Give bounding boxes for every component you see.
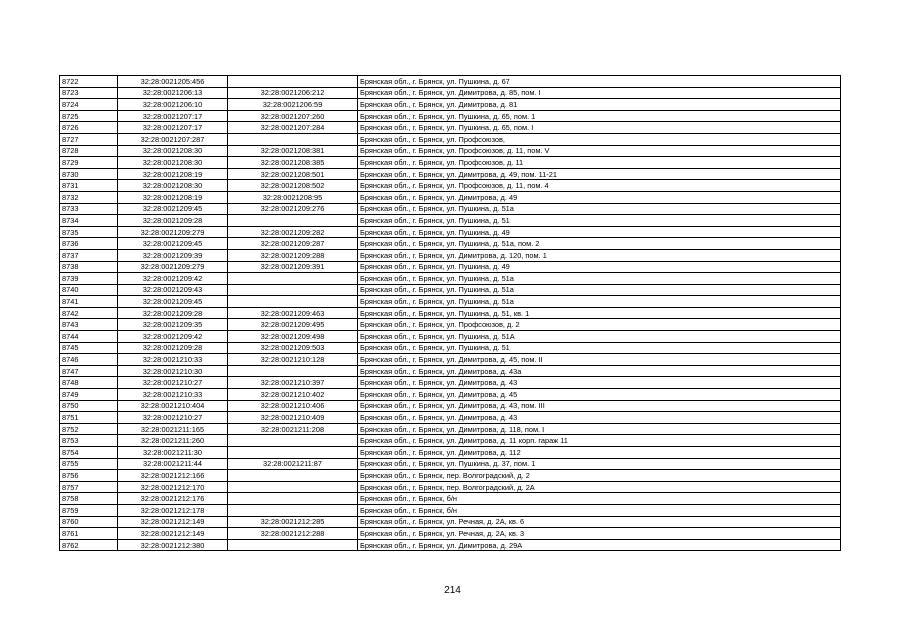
- page-number: 214: [444, 585, 461, 596]
- table-row: [60, 389, 841, 401]
- table-row: [60, 226, 841, 238]
- address-cell: Брянская обл., г. Брянск, ул. Речная, д. 2А, кв. 6: [358, 516, 841, 528]
- object-number-cell: 32:28:0021208:381: [228, 145, 358, 157]
- cadastral-number-cell: 32:28:0021209:279: [118, 226, 228, 238]
- address-cell: Брянская обл., г. Брянск, ул. Речная, д. 2А, кв. 3: [358, 528, 841, 540]
- row-number-cell: 8745: [60, 342, 118, 354]
- object-number-cell: 32:28:0021212:288: [228, 528, 358, 540]
- row-number-cell: 8742: [60, 307, 118, 319]
- address-cell: Брянская обл., г. Брянск, ул. Димитрова, д. 85, пом. I: [358, 87, 841, 99]
- cadastral-number-cell: 32:28:0021212:166: [118, 470, 228, 482]
- table-row: [60, 133, 841, 145]
- row-number-cell: 8736: [60, 238, 118, 250]
- cadastral-number-cell: 32:28:0021210:27: [118, 412, 228, 424]
- cadastral-number-cell: 32:28:0021210:404: [118, 400, 228, 412]
- address-cell: Брянская обл., г. Брянск, ул. Пушкина, д. 51А: [358, 331, 841, 343]
- cadastral-number-cell: 32:28:0021209:45: [118, 203, 228, 215]
- registry-body: [60, 76, 841, 551]
- object-number-cell: 32:28:0021209:495: [228, 319, 358, 331]
- row-number-cell: 8747: [60, 365, 118, 377]
- table-row: [60, 319, 841, 331]
- cadastral-number-cell: 32:28:0021206:13: [118, 87, 228, 99]
- address-cell: Брянская обл., г. Брянск, ул. Пушкина, д. 51: [358, 342, 841, 354]
- cadastral-number-cell: 32:28:0021212:149: [118, 528, 228, 540]
- table-row: [60, 539, 841, 551]
- table-row: [60, 423, 841, 435]
- address-cell: Брянская обл., г. Брянск, ул. Димитрова, д. 43, пом. III: [358, 400, 841, 412]
- address-cell: Брянская обл., г. Брянск, ул. Пушкина, д. 65, пом. I: [358, 122, 841, 134]
- table-row: [60, 342, 841, 354]
- table-row: [60, 110, 841, 122]
- table-row: [60, 122, 841, 134]
- table-row: [60, 238, 841, 250]
- cadastral-number-cell: 32:28:0021206:10: [118, 99, 228, 111]
- row-number-cell: 8734: [60, 215, 118, 227]
- row-number-cell: 8762: [60, 539, 118, 551]
- cadastral-number-cell: 32:28:0021209:42: [118, 331, 228, 343]
- object-number-cell: [228, 76, 358, 88]
- table-row: [60, 284, 841, 296]
- row-number-cell: 8732: [60, 191, 118, 203]
- row-number-cell: 8730: [60, 168, 118, 180]
- cadastral-number-cell: 32:28:0021209:35: [118, 319, 228, 331]
- table-row: [60, 504, 841, 516]
- address-cell: Брянская обл., г. Брянск, ул. Пушкина, д. 65, пом. 1: [358, 110, 841, 122]
- row-number-cell: 8746: [60, 354, 118, 366]
- row-number-cell: 8744: [60, 331, 118, 343]
- row-number-cell: 8757: [60, 481, 118, 493]
- object-number-cell: [228, 447, 358, 459]
- address-cell: Брянская обл., г. Брянск, ул. Пушкина, д. 49: [358, 226, 841, 238]
- address-cell: Брянская обл., г. Брянск, ул. Димитрова, д. 49: [358, 191, 841, 203]
- cadastral-number-cell: 32:28:0021208:30: [118, 180, 228, 192]
- row-number-cell: 8759: [60, 504, 118, 516]
- table-row: [60, 412, 841, 424]
- object-number-cell: 32:28:0021211:208: [228, 423, 358, 435]
- cadastral-number-cell: 32:28:0021209:45: [118, 296, 228, 308]
- cadastral-number-cell: 32:28:0021208:30: [118, 145, 228, 157]
- address-cell: Брянская обл., г. Брянск, ул. Пушкина, д. 67: [358, 76, 841, 88]
- table-row: [60, 435, 841, 447]
- table-row: [60, 145, 841, 157]
- address-cell: Брянская обл., г. Брянск, ул. Димитрова, д. 43: [358, 412, 841, 424]
- row-number-cell: 8752: [60, 423, 118, 435]
- cadastral-number-cell: 32:28:0021208:30: [118, 157, 228, 169]
- object-number-cell: [228, 470, 358, 482]
- table-row: [60, 447, 841, 459]
- object-number-cell: 32:28:0021210:128: [228, 354, 358, 366]
- address-cell: Брянская обл., г. Брянск, ул. Димитрова, д. 118, пом. I: [358, 423, 841, 435]
- cadastral-number-cell: 32:28:0021205:456: [118, 76, 228, 88]
- table-row: [60, 168, 841, 180]
- address-cell: Брянская обл., г. Брянск, пер. Волгоградский, д. 2: [358, 470, 841, 482]
- table-row: [60, 331, 841, 343]
- table-row: [60, 99, 841, 111]
- table-row: [60, 215, 841, 227]
- cadastral-number-cell: 32:28:0021211:30: [118, 447, 228, 459]
- address-cell: Брянская обл., г. Брянск, ул. Димитрова, д. 45, пом. II: [358, 354, 841, 366]
- row-number-cell: 8729: [60, 157, 118, 169]
- address-cell: Брянская обл., г. Брянск, ул. Пушкина, д. 51а: [358, 203, 841, 215]
- cadastral-number-cell: 32:28:0021211:260: [118, 435, 228, 447]
- object-number-cell: 32:28:0021206:212: [228, 87, 358, 99]
- cadastral-number-cell: 32:28:0021207:17: [118, 122, 228, 134]
- row-number-cell: 8728: [60, 145, 118, 157]
- address-cell: Брянская обл., г. Брянск, ул. Димитрова, д. 81: [358, 99, 841, 111]
- table-row: [60, 400, 841, 412]
- table-row: [60, 354, 841, 366]
- row-number-cell: 8738: [60, 261, 118, 273]
- address-cell: Брянская обл., г. Брянск, ул. Пушкина, д. 51а: [358, 296, 841, 308]
- address-cell: Брянская обл., г. Брянск, ул. Димитрова, д. 120, пом. 1: [358, 249, 841, 261]
- address-cell: Брянская обл., г. Брянск, ул. Димитрова, д. 43: [358, 377, 841, 389]
- address-cell: Брянская обл., г. Брянск, ул. Профсоюзов, д. 11, пом. 4: [358, 180, 841, 192]
- row-number-cell: 8724: [60, 99, 118, 111]
- address-cell: Брянская обл., г. Брянск, ул. Пушкина, д. 37, пом. 1: [358, 458, 841, 470]
- row-number-cell: 8750: [60, 400, 118, 412]
- cadastral-number-cell: 32:28:0021210:30: [118, 365, 228, 377]
- object-number-cell: [228, 435, 358, 447]
- row-number-cell: 8751: [60, 412, 118, 424]
- object-number-cell: 32:28:0021209:276: [228, 203, 358, 215]
- row-number-cell: 8760: [60, 516, 118, 528]
- table-row: [60, 493, 841, 505]
- row-number-cell: 8739: [60, 273, 118, 285]
- row-number-cell: 8755: [60, 458, 118, 470]
- object-number-cell: 32:28:0021210:409: [228, 412, 358, 424]
- address-cell: Брянская обл., г. Брянск, ул. Димитрова, д. 43а: [358, 365, 841, 377]
- object-number-cell: 32:28:0021209:391: [228, 261, 358, 273]
- table-row: [60, 180, 841, 192]
- address-cell: Брянская обл., г. Брянск, ул. Профсоюзов, д. 11, пом. V: [358, 145, 841, 157]
- row-number-cell: 8725: [60, 110, 118, 122]
- cadastral-number-cell: 32:28:0021212:176: [118, 493, 228, 505]
- row-number-cell: 8735: [60, 226, 118, 238]
- row-number-cell: 8733: [60, 203, 118, 215]
- row-number-cell: 8753: [60, 435, 118, 447]
- cadastral-number-cell: 32:28:0021212:380: [118, 539, 228, 551]
- cadastral-number-cell: 32:28:0021209:39: [118, 249, 228, 261]
- cadastral-number-cell: 32:28:0021209:28: [118, 215, 228, 227]
- object-number-cell: 32:28:0021208:95: [228, 191, 358, 203]
- row-number-cell: 8727: [60, 133, 118, 145]
- object-number-cell: 32:28:0021206:59: [228, 99, 358, 111]
- table-row: [60, 458, 841, 470]
- object-number-cell: [228, 504, 358, 516]
- object-number-cell: 32:28:0021209:463: [228, 307, 358, 319]
- cadastral-number-cell: 32:28:0021212:170: [118, 481, 228, 493]
- registry-table: [59, 75, 841, 551]
- table-row: [60, 470, 841, 482]
- row-number-cell: 8758: [60, 493, 118, 505]
- object-number-cell: [228, 273, 358, 285]
- object-number-cell: 32:28:0021212:285: [228, 516, 358, 528]
- cadastral-number-cell: 32:28:0021209:28: [118, 307, 228, 319]
- cadastral-number-cell: 32:28:0021207:287: [118, 133, 228, 145]
- row-number-cell: 8761: [60, 528, 118, 540]
- object-number-cell: 32:28:0021207:260: [228, 110, 358, 122]
- address-cell: Брянская обл., г. Брянск, ул. Профсоюзов, д. 2: [358, 319, 841, 331]
- address-cell: Брянская обл., г. Брянск, ул. Димитрова, д. 49, пом. 11-21: [358, 168, 841, 180]
- object-number-cell: 32:28:0021209:287: [228, 238, 358, 250]
- address-cell: Брянская обл., г. Брянск, ул. Димитрова, д. 11 корп. гараж 11: [358, 435, 841, 447]
- table-row: [60, 528, 841, 540]
- table-row: [60, 203, 841, 215]
- address-cell: Брянская обл., г. Брянск, б/н: [358, 493, 841, 505]
- cadastral-number-cell: 32:28:0021211:44: [118, 458, 228, 470]
- object-number-cell: 32:28:0021209:503: [228, 342, 358, 354]
- cadastral-number-cell: 32:28:0021210:33: [118, 354, 228, 366]
- object-number-cell: [228, 493, 358, 505]
- address-cell: Брянская обл., г. Брянск, ул. Димитрова, д. 112: [358, 447, 841, 459]
- address-cell: Брянская обл., г. Брянск, ул. Пушкина, д. 51: [358, 215, 841, 227]
- object-number-cell: [228, 365, 358, 377]
- row-number-cell: 8731: [60, 180, 118, 192]
- cadastral-number-cell: 32:28:0021210:33: [118, 389, 228, 401]
- object-number-cell: [228, 284, 358, 296]
- row-number-cell: 8740: [60, 284, 118, 296]
- row-number-cell: 8726: [60, 122, 118, 134]
- cadastral-number-cell: 32:28:0021210:27: [118, 377, 228, 389]
- table-row: [60, 157, 841, 169]
- object-number-cell: 32:28:0021208:502: [228, 180, 358, 192]
- row-number-cell: 8722: [60, 76, 118, 88]
- address-cell: Брянская обл., г. Брянск, ул. Профсоюзов,: [358, 133, 841, 145]
- table-row: [60, 481, 841, 493]
- row-number-cell: 8749: [60, 389, 118, 401]
- cadastral-number-cell: 32:28:0021208:19: [118, 168, 228, 180]
- table-row: [60, 365, 841, 377]
- cadastral-number-cell: 32:28:0021211:165: [118, 423, 228, 435]
- object-number-cell: 32:28:0021208:501: [228, 168, 358, 180]
- cadastral-number-cell: 32:28:0021212:149: [118, 516, 228, 528]
- table-row: [60, 87, 841, 99]
- address-cell: Брянская обл., г. Брянск, ул. Пушкина, д. 51а: [358, 273, 841, 285]
- table-row: [60, 261, 841, 273]
- object-number-cell: [228, 539, 358, 551]
- cadastral-number-cell: 32:28:0021209:43: [118, 284, 228, 296]
- table-row: [60, 296, 841, 308]
- row-number-cell: 8737: [60, 249, 118, 261]
- cadastral-number-cell: 32:28:0021209:45: [118, 238, 228, 250]
- table-row: [60, 76, 841, 88]
- object-number-cell: 32:28:0021210:402: [228, 389, 358, 401]
- cadastral-number-cell: 32:28:0021207:17: [118, 110, 228, 122]
- object-number-cell: 32:28:0021210:397: [228, 377, 358, 389]
- object-number-cell: 32:28:0021211:87: [228, 458, 358, 470]
- cadastral-number-cell: 32:28:0021208:19: [118, 191, 228, 203]
- row-number-cell: 8741: [60, 296, 118, 308]
- table-row: [60, 273, 841, 285]
- table-row: [60, 377, 841, 389]
- row-number-cell: 8743: [60, 319, 118, 331]
- address-cell: Брянская обл., г. Брянск, пер. Волгоградский, д. 2А: [358, 481, 841, 493]
- object-number-cell: 32:28:0021209:282: [228, 226, 358, 238]
- table-row: [60, 249, 841, 261]
- address-cell: Брянская обл., г. Брянск, ул. Пушкина, д. 49: [358, 261, 841, 273]
- row-number-cell: 8748: [60, 377, 118, 389]
- address-cell: Брянская обл., г. Брянск, ул. Димитрова, д. 45: [358, 389, 841, 401]
- table-row: [60, 516, 841, 528]
- object-number-cell: 32:28:0021208:385: [228, 157, 358, 169]
- address-cell: Брянская обл., г. Брянск, ул. Пушкина, д. 51а, пом. 2: [358, 238, 841, 250]
- row-number-cell: 8754: [60, 447, 118, 459]
- object-number-cell: 32:28:0021210:406: [228, 400, 358, 412]
- address-cell: Брянская обл., г. Брянск, ул. Пушкина, д. 51а: [358, 284, 841, 296]
- table-row: [60, 191, 841, 203]
- object-number-cell: 32:28:0021209:498: [228, 331, 358, 343]
- row-number-cell: 8723: [60, 87, 118, 99]
- address-cell: Брянская обл., г. Брянск, ул. Димитрова, д. 29А: [358, 539, 841, 551]
- object-number-cell: [228, 296, 358, 308]
- object-number-cell: 32:28:0021207:284: [228, 122, 358, 134]
- object-number-cell: 32:28:0021209:288: [228, 249, 358, 261]
- address-cell: Брянская обл., г. Брянск, б/н: [358, 504, 841, 516]
- address-cell: Брянская обл., г. Брянск, ул. Пушкина, д. 51, кв. 1: [358, 307, 841, 319]
- cadastral-number-cell: 32:28:0021212:178: [118, 504, 228, 516]
- object-number-cell: [228, 133, 358, 145]
- object-number-cell: [228, 215, 358, 227]
- address-cell: Брянская обл., г. Брянск, ул. Профсоюзов, д. 11: [358, 157, 841, 169]
- cadastral-number-cell: 32:28:0021209:28: [118, 342, 228, 354]
- row-number-cell: 8756: [60, 470, 118, 482]
- cadastral-number-cell: 32:28:0021209:42: [118, 273, 228, 285]
- object-number-cell: [228, 481, 358, 493]
- cadastral-number-cell: 32:28:0021209:279: [118, 261, 228, 273]
- table-row: [60, 307, 841, 319]
